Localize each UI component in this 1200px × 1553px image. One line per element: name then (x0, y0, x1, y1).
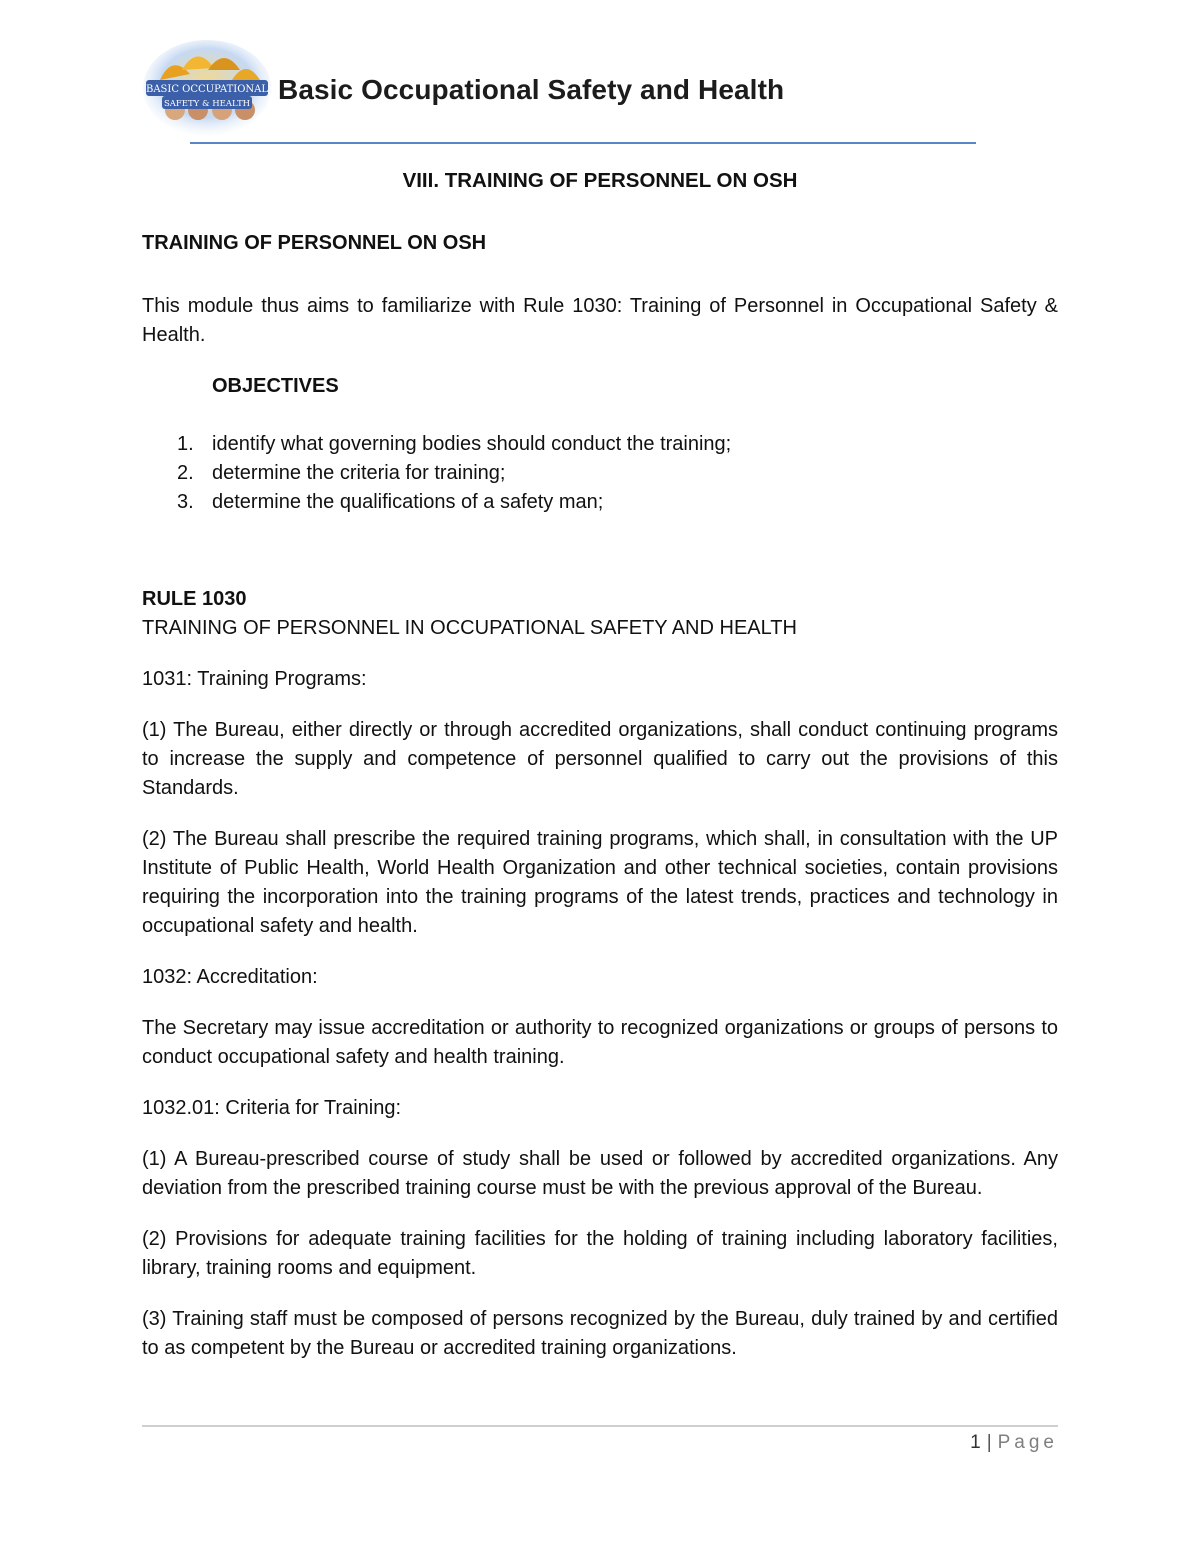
list-number: 2. (177, 462, 194, 484)
paragraph-1031-2: (2) The Bureau shall prescribe the required training programs, which shall, in consultation with the UP Institute of Public Health, World Health Organization and other technical societies, contain provisions requiring the incorporation into the training programs of the latest trends, practices and technology in occupational safety and health. (142, 828, 1058, 937)
page-title: VIII. TRAINING OF PERSONNEL ON OSH (402, 169, 798, 192)
page-label: Page (997, 1432, 1058, 1453)
list-text: determine the criteria for training; (212, 462, 506, 484)
list-text: identify what governing bodies should conduct the training; (212, 433, 732, 455)
paragraph-1032-01-1: (1) A Bureau-prescribed course of study shall be used or followed by accredited organizations. Any deviation from the prescribed training course must be with the previous approval of the Bureau. (142, 1148, 1058, 1199)
logo-text-line2: SAFETY & HEALTH (163, 99, 251, 109)
list-item (142, 459, 1058, 488)
document-body (142, 166, 1058, 1363)
paragraph-1032-01-2: (2) Provisions for adequate training facilities for the holding of training including laboratory facilities, library, training rooms and equipment. (142, 1228, 1058, 1279)
paragraph-1032-01-3: (3) Training staff must be composed of persons recognized by the Bureau, duly trained by and certified to as competent by the Bureau or accredited training organizations. (142, 1308, 1058, 1359)
logo-text-line1: BASIC OCCUPATIONAL (145, 84, 269, 95)
section-1032-01-heading: 1032.01: Criteria for Training: (142, 1097, 402, 1119)
paragraph-1032: The Secretary may issue accreditation or authority to recognized organizations or groups of persons to conduct occupational safety and health training. (142, 1017, 1058, 1068)
objectives-list (142, 430, 1058, 517)
list-number: 1. (177, 433, 194, 455)
list-text: determine the qualifications of a safety man; (212, 491, 604, 513)
list-item (142, 430, 1058, 459)
page-footer (970, 1432, 1058, 1454)
footer-divider (142, 1425, 1058, 1427)
intro-paragraph: This module thus aims to familiarize with Rule 1030: Training of Personnel in Occupational Safety & Health. (142, 295, 1058, 346)
rule-subheading: TRAINING OF PERSONNEL IN OCCUPATIONAL SAFETY AND HEALTH (142, 617, 797, 639)
logo-image (142, 40, 272, 138)
header-divider (190, 142, 976, 144)
section-1031-heading: 1031: Training Programs: (142, 668, 367, 690)
list-item (142, 488, 1058, 517)
list-number: 3. (177, 491, 194, 513)
objectives-heading: OBJECTIVES (212, 375, 339, 397)
section-subheading: TRAINING OF PERSONNEL ON OSH (142, 232, 487, 254)
section-1032-heading: 1032: Accreditation: (142, 966, 318, 988)
footer-separator: | (986, 1432, 992, 1453)
paragraph-1031-1: (1) The Bureau, either directly or through accredited organizations, shall conduct continuing programs to increase the supply and competence of personnel qualified to carry out the provisions of this Standards. (142, 719, 1058, 799)
rule-heading: RULE 1030 (142, 588, 247, 610)
page-number: 1 (970, 1432, 981, 1453)
header-title: Basic Occupational Safety and Health (278, 74, 785, 105)
